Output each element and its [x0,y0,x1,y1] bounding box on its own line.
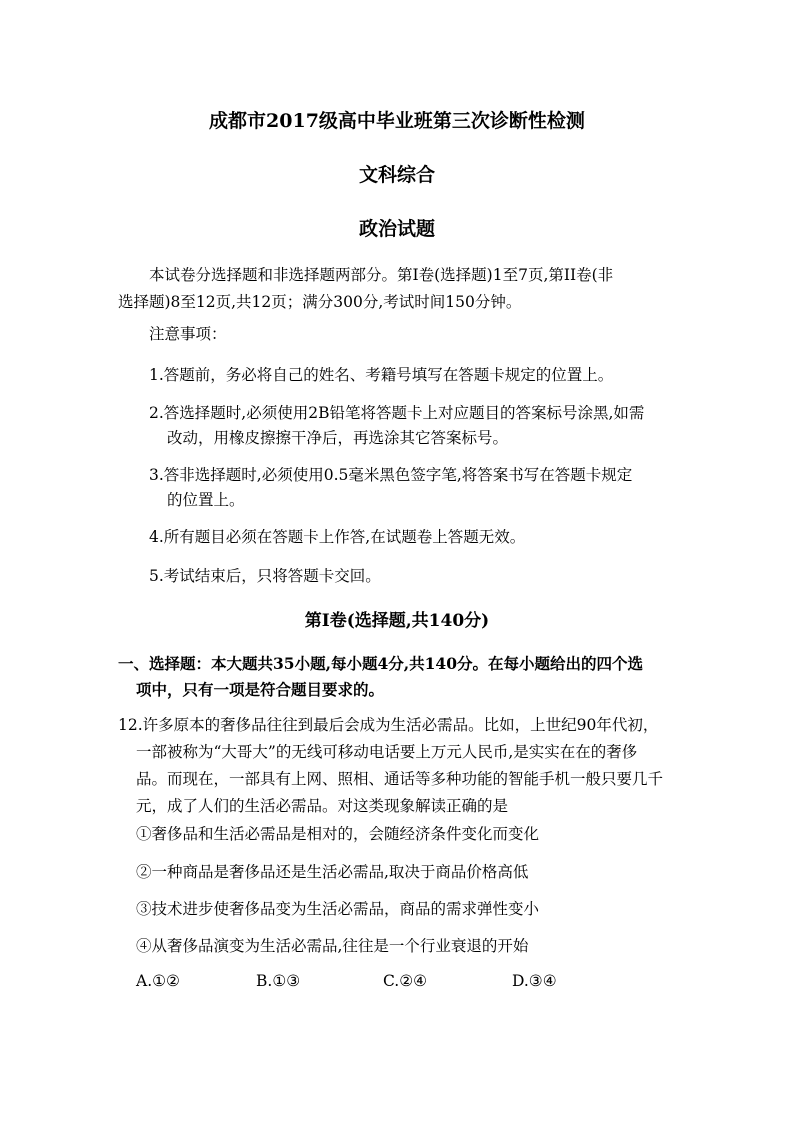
section-title: 第I卷(选择题,共140分) [304,611,490,631]
note-3-line-1: 3.答非选择题时,必须使用0.5毫米黑色签字笔,将答案书写在答题卡规定 [149,466,633,484]
note-5: 5.考试结束后，只将答题卡交回。 [149,567,381,585]
exam-title: 成都市2017级高中毕业班第三次诊断性检测 [209,110,585,132]
notes-title: 注意事项： [149,325,227,343]
subject-title: 文科综合 [358,164,435,186]
question-12-line-3: 品。而现在，一部具有上网、照相、通话等多种功能的智能手机一般只要几千 [136,770,664,788]
question-12-line-2: 一部被称为“大哥大”的无线可移动电话要上万元人民币,是实实在在的奢侈 [136,743,638,761]
note-2-line-2: 改动，用橡皮擦擦干净后，再选涂其它答案标号。 [167,429,509,447]
answer-choice-d: D.③④ [512,972,557,990]
mc-instructions-line-1: 一、选择题：本大题共35小题,每小题4分,共140分。在每小题给出的四个选 [118,654,644,673]
answer-choice-c: C.②④ [383,972,428,990]
question-12-line-1: 12.许多原本的奢侈品往往到最后会成为生活必需品。比如，上世纪90年代初， [118,716,659,734]
statement-3: ③技术进步使奢侈品变为生活必需品，商品的需求弹性变小 [136,900,540,918]
answer-choice-a: A.①② [136,972,180,990]
statement-1: ①奢侈品和生活必需品是相对的，会随经济条件变化而变化 [136,825,540,843]
note-3-line-2: 的位置上。 [167,491,245,509]
question-12-line-4: 元，成了人们的生活必需品。对这类现象解读正确的是 [136,797,509,815]
statement-2: ②一种商品是奢侈品还是生活必需品,取决于商品价格高低 [136,863,529,881]
mc-instructions-line-2: 项中，只有一项是符合题目要求的。 [136,680,385,699]
intro-line-1: 本试卷分选择题和非选择题两部分。第I卷(选择题)1至7页,第II卷(非 [149,266,614,284]
note-4: 4.所有题目必须在答题卡上作答,在试题卷上答题无效。 [149,528,526,546]
statement-4: ④从奢侈品演变为生活必需品,往往是一个行业衰退的开始 [136,937,529,955]
paper-title: 政治试题 [358,218,435,240]
note-2-line-1: 2.答选择题时,必须使用2B铅笔将答题卡上对应题目的答案标号涂黑,如需 [149,404,645,422]
answer-choice-b: B.①③ [256,972,301,990]
intro-line-2: 选择题)8至12页,共12页；满分300分,考试时间150分钟。 [118,293,522,311]
note-1: 1.答题前，务必将自己的姓名、考籍号填写在答题卡规定的位置上。 [149,366,614,384]
